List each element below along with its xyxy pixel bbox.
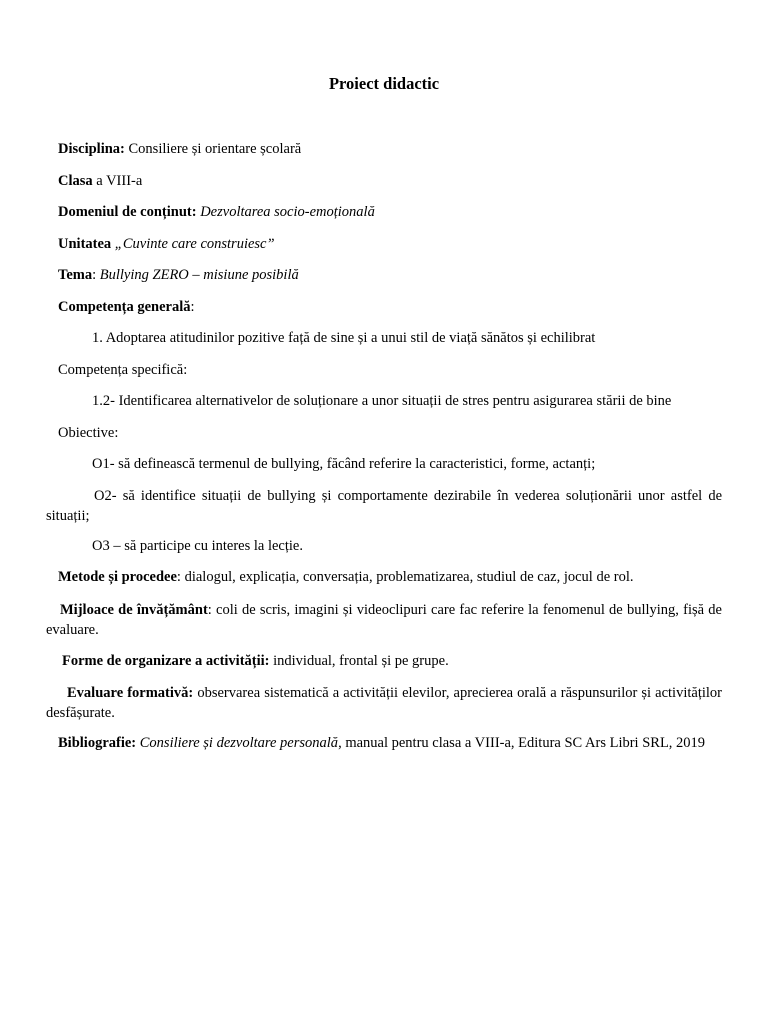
tema-value: Bullying ZERO – misiune posibilă bbox=[99, 267, 299, 283]
bibliografie-paragraph bbox=[46, 733, 722, 753]
forme-label: Forme de organizare a activității: bbox=[62, 653, 270, 669]
clasa-line bbox=[58, 171, 142, 191]
evaluare-paragraph bbox=[46, 683, 722, 723]
unitatea-label: Unitatea bbox=[58, 236, 112, 252]
bibliografie-label: Bibliografie: bbox=[58, 735, 137, 751]
competenta-generala-line bbox=[58, 297, 195, 317]
objective-o3: O3 – să participe cu interes la lecție. bbox=[92, 538, 303, 554]
unitatea-value: „Cuvinte care construiesc” bbox=[114, 236, 275, 252]
disciplina-line bbox=[58, 139, 301, 159]
tema-separator: : bbox=[92, 267, 100, 283]
mijloace-label: Mijloace de învățământ bbox=[60, 602, 208, 618]
evaluare-value: observarea sistematică a activității elevilor, aprecierea orală a răspunsurilor și activităților desfășurate. bbox=[46, 685, 722, 721]
clasa-label: Clasa bbox=[58, 173, 93, 189]
metode-label: Metode și procedee bbox=[58, 569, 177, 585]
bibliografie-title: Consiliere și dezvoltare personală bbox=[139, 735, 339, 751]
competenta-specifica-label: Competența specifică: bbox=[58, 362, 188, 378]
domeniul-line bbox=[58, 202, 375, 222]
objective-o1: O1- să definească termenul de bullying, făcând referire la caracteristici, forme, actanți; bbox=[92, 456, 596, 472]
disciplina-label: Disciplina: bbox=[58, 141, 125, 157]
mijloace-paragraph bbox=[46, 600, 722, 640]
domeniul-label: Domeniul de conținut: bbox=[58, 204, 197, 220]
page-title: Proiect didactic bbox=[328, 74, 440, 93]
competenta-specifica-item: 1.2- Identificarea alternativelor de soluționare a unor situații de stres pentru asigurarea stării de bine bbox=[92, 393, 672, 409]
competenta-generala-label: Competența generală bbox=[58, 299, 191, 315]
bibliografie-rest: , manual pentru clasa a VIII-a, Editura SC Ars Libri SRL, 2019 bbox=[338, 735, 706, 751]
metode-line bbox=[58, 567, 634, 587]
evaluare-label: Evaluare formativă: bbox=[67, 685, 194, 701]
competenta-generala-colon: : bbox=[190, 299, 195, 315]
competenta-generala-item: 1. Adoptarea atitudinilor pozitive față de sine și a unui stil de viață sănătos și echilibrat bbox=[92, 330, 596, 346]
forme-value: individual, frontal și pe grupe. bbox=[269, 653, 449, 669]
disciplina-value: Consiliere și orientare școlară bbox=[124, 141, 302, 157]
tema-line bbox=[58, 265, 299, 285]
clasa-value: a VIII-a bbox=[92, 173, 143, 189]
forme-line bbox=[62, 651, 449, 671]
unitatea-line bbox=[58, 234, 275, 254]
objective-o2: O2- să identifice situații de bullying și comportamente dezirabile în vederea soluționării unor astfel de situații; bbox=[46, 488, 722, 524]
domeniul-value: Dezvoltarea socio-emoțională bbox=[200, 204, 375, 220]
obiective-label: Obiective: bbox=[58, 425, 119, 441]
mijloace-value: : coli de scris, imagini și videoclipuri care fac referire la fenomenul de bullying, fișă de evaluare. bbox=[46, 602, 722, 638]
tema-label: Tema bbox=[58, 267, 93, 283]
metode-value: : dialogul, explicația, conversația, problematizarea, studiul de caz, jocul de rol. bbox=[176, 569, 634, 585]
